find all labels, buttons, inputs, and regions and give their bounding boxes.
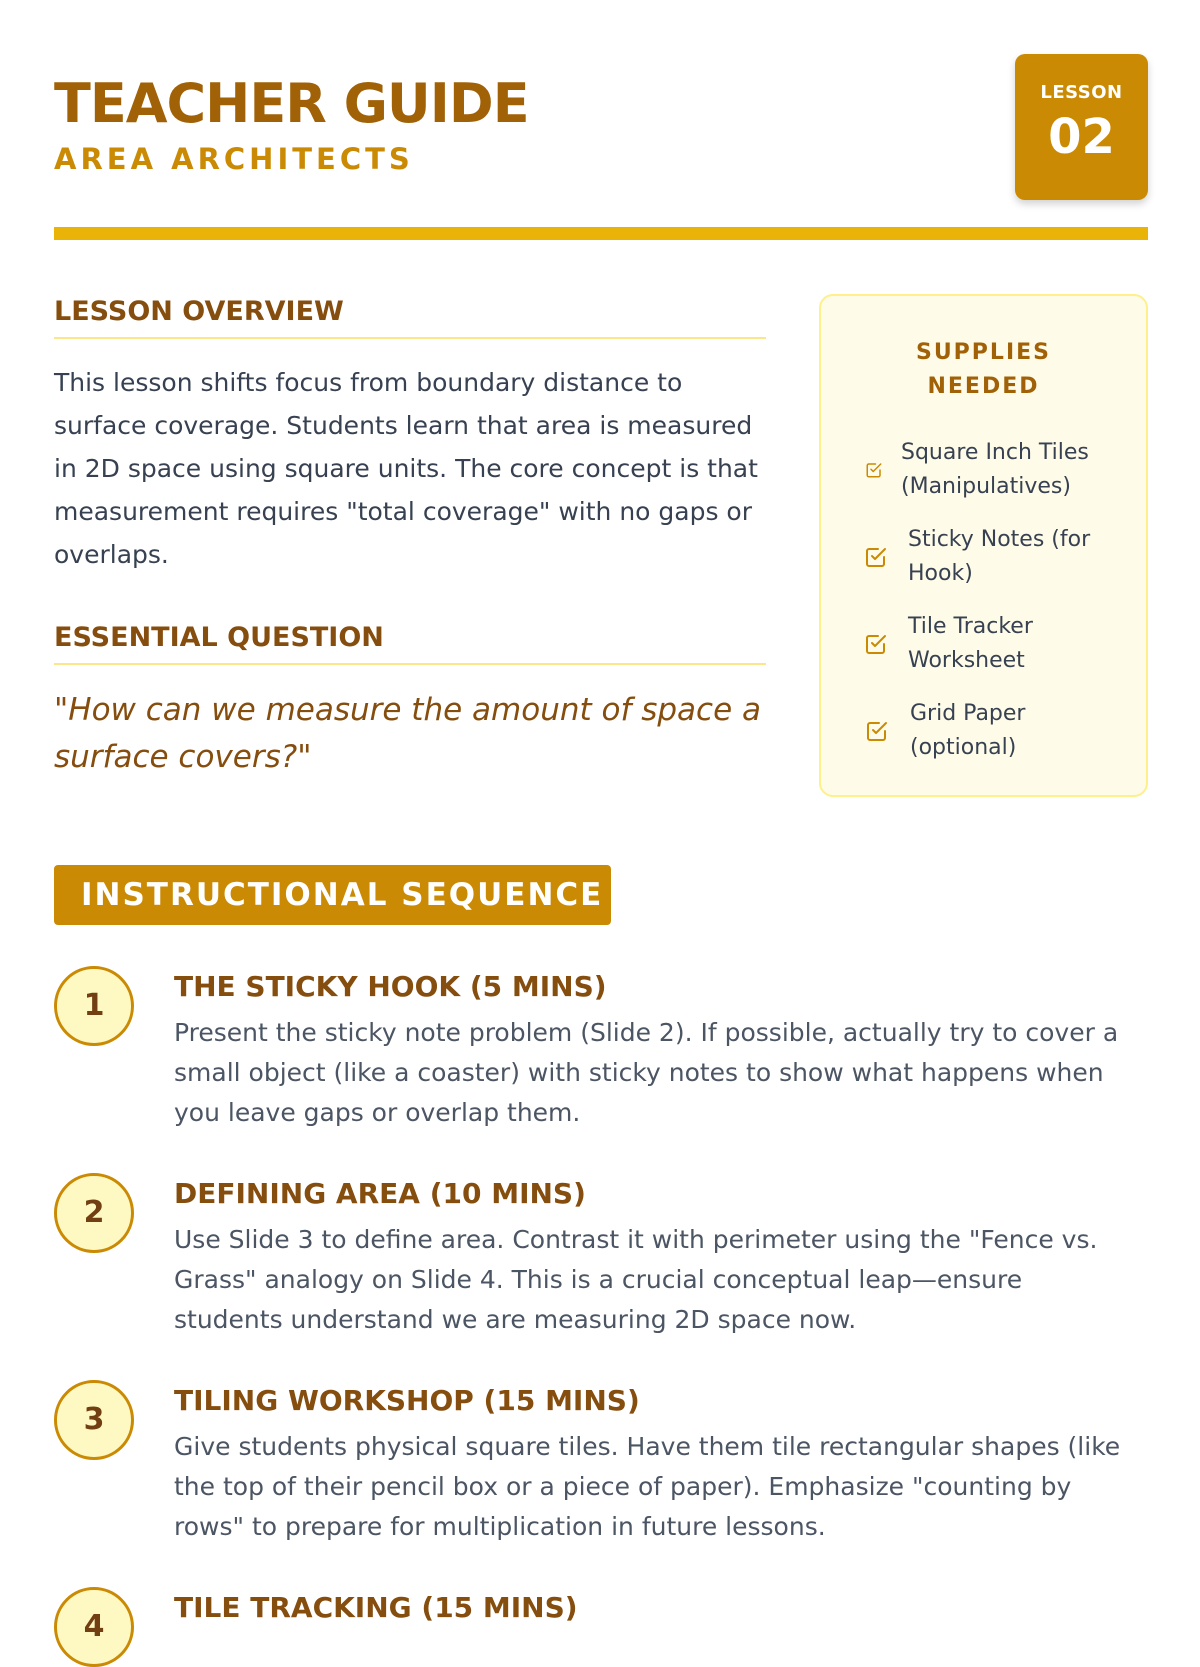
lesson-badge-label: LESSON (1040, 82, 1123, 103)
step-number-badge: 2 (54, 1173, 134, 1253)
supply-item-label: Sticky Notes (for Hook) (908, 526, 1091, 586)
supplies-title-line1: SUPPLIES (915, 340, 1052, 365)
checkbox-checked-icon (864, 632, 888, 656)
supply-item (821, 687, 1146, 774)
page-title: TEACHER GUIDE (54, 72, 529, 135)
step-description: Present the sticky note problem (Slide 2). If possible, actually try to cover a small object (like a coaster) with sticky notes to show what happens when you leave gaps or overlap them. (174, 1018, 1119, 1127)
step-title: THE STICKY HOOK (5 MINS) (174, 970, 607, 1003)
supply-item (821, 600, 1146, 687)
overview-section (54, 296, 766, 781)
checkbox-checked-icon (865, 719, 889, 743)
page-header (54, 52, 1148, 202)
checkbox-checked-icon (864, 545, 888, 569)
supply-item-label: Tile Tracker Worksheet (908, 613, 1033, 673)
supplies-title (821, 336, 1146, 404)
step-number-badge: 4 (54, 1587, 134, 1667)
header-divider (54, 227, 1148, 240)
supply-item-label: Grid Paper (optional) (910, 700, 1026, 760)
step-title: TILING WORKSHOP (15 MINS) (174, 1384, 640, 1417)
step-number-badge: 1 (54, 966, 134, 1046)
page-subtitle: AREA ARCHITECTS (54, 142, 414, 176)
checkbox-checked-icon (865, 461, 883, 479)
step-description: Give students physical square tiles. Have them tile rectangular shapes (like the top of their pencil box or a piece of paper). Emphasize "counting by rows" to prepare for multiplication in future lessons. (174, 1432, 1121, 1541)
sequence-banner: INSTRUCTIONAL SEQUENCE (54, 865, 611, 925)
supply-item (821, 513, 1146, 600)
supplies-panel (819, 294, 1148, 797)
overview-text: This lesson shifts focus from boundary distance to surface coverage. Students learn that area is measured in 2D space using square units. The core concept is that measurement requires "total coverage" with no gaps or overlaps. (54, 368, 758, 569)
step-title: TILE TRACKING (15 MINS) (174, 1591, 578, 1624)
supply-item-label: Square Inch Tiles (Manipulatives) (901, 439, 1089, 499)
lesson-badge-number: 02 (1048, 109, 1115, 165)
essential-question-text: "How can we measure the amount of space a surface covers?" (54, 692, 762, 775)
step-title: DEFINING AREA (10 MINS) (174, 1177, 586, 1210)
supplies-list (821, 426, 1146, 774)
overview-heading: LESSON OVERVIEW (54, 296, 766, 339)
supplies-title-line2: NEEDED (927, 374, 1040, 399)
step-number-badge: 3 (54, 1380, 134, 1460)
essential-question-heading: ESSENTIAL QUESTION (54, 622, 766, 665)
lesson-badge (1015, 54, 1148, 200)
step-description: Use Slide 3 to define area. Contrast it with perimeter using the "Fence vs. Grass" analogy on Slide 4. This is a crucial conceptual leap—ensure students understand we are measuring 2D space now. (174, 1225, 1098, 1334)
supply-item (821, 426, 1146, 513)
